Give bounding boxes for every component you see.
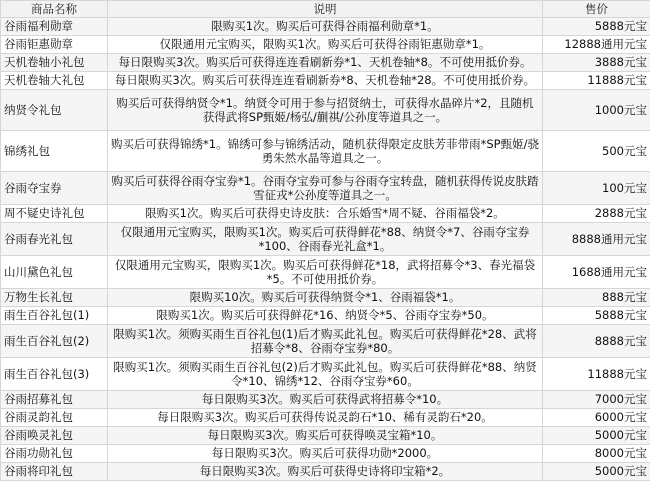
product-description: 每日限购买3次。购买后可获得史诗将印宝箱*2。 — [108, 463, 543, 481]
table-row — [1, 131, 650, 172]
product-price: 8888通用元宝 — [543, 223, 650, 256]
product-name: 谷雨功勋礼包 — [1, 445, 108, 463]
table-row — [1, 307, 650, 325]
product-name: 谷雨钜惠勋章 — [1, 36, 108, 54]
product-price: 11888元宝 — [543, 358, 650, 391]
product-name: 谷雨灵韵礼包 — [1, 409, 108, 427]
table-row — [1, 289, 650, 307]
product-description: 每日限购买3次。购买后可获得武将招募令*10。 — [108, 391, 543, 409]
product-description: 仅限通用元宝购买，限购买1次。购买后可获得鲜花*18，武将招募令*3、春光福袋*5。不可使用抵价券。 — [108, 256, 543, 289]
product-price: 5000元宝 — [543, 463, 650, 481]
product-name: 雨生百谷礼包(3) — [1, 358, 108, 391]
product-description: 购买后可获得纳贤令*1。纳贤令可用于参与招贤纳士，可获得水晶碎片*2，且随机获得武将SP甄姬/杨弘/蒯祺/公孙度等道具之一。 — [108, 90, 543, 131]
table-row — [1, 256, 650, 289]
table-row — [1, 172, 650, 205]
product-price: 11888元宝 — [543, 72, 650, 90]
product-name: 天机卷轴小礼包 — [1, 54, 108, 72]
product-name: 谷雨春光礼包 — [1, 223, 108, 256]
product-price: 888元宝 — [543, 289, 650, 307]
table-row — [1, 463, 650, 481]
table-row — [1, 54, 650, 72]
table-row — [1, 325, 650, 358]
header-product-name: 商品名称 — [1, 1, 108, 18]
product-description: 限购买1次。购买后可获得史诗皮肤：合乐婚雪*周不疑、谷雨福袋*2。 — [108, 205, 543, 223]
product-price: 100元宝 — [543, 172, 650, 205]
product-price: 6000元宝 — [543, 409, 650, 427]
product-name: 雨生百谷礼包(1) — [1, 307, 108, 325]
table-row — [1, 205, 650, 223]
table-row — [1, 223, 650, 256]
table-row — [1, 358, 650, 391]
table-row — [1, 18, 650, 36]
product-name: 谷雨唤灵礼包 — [1, 427, 108, 445]
product-price: 5888元宝 — [543, 307, 650, 325]
product-name: 谷雨夺宝券 — [1, 172, 108, 205]
product-description: 每日限购买3次。购买后可获得连连看刷新券*1、天机卷轴*8。不可使用抵价券。 — [108, 54, 543, 72]
product-name: 天机卷轴大礼包 — [1, 72, 108, 90]
product-name: 周不疑史诗礼包 — [1, 205, 108, 223]
product-description: 限购买10次。购买后可获得纳贤令*1、谷雨福袋*1。 — [108, 289, 543, 307]
product-name: 山川黛色礼包 — [1, 256, 108, 289]
product-price: 12888通用元宝 — [543, 36, 650, 54]
product-description: 购买后可获得谷雨夺宝券*1。谷雨夺宝券可参与谷雨夺宝转盘，随机获得传说皮肤踏雪征戎*公孙度等道具之一。 — [108, 172, 543, 205]
product-name: 谷雨将印礼包 — [1, 463, 108, 481]
product-description: 每日限购买3次。购买后可获得连连看刷新券*8、天机卷轴*28。不可使用抵价券。 — [108, 72, 543, 90]
product-description: 每日限购买3次。购买后可获得传说灵韵石*10、稀有灵韵石*20。 — [108, 409, 543, 427]
product-name: 万物生长礼包 — [1, 289, 108, 307]
product-description: 限购买1次。须购买雨生百谷礼包(2)后才购买此礼包。购买后可获得鲜花*88、纳贤令*10、锦绣*12、谷雨夺宝券*60。 — [108, 358, 543, 391]
product-price: 5000元宝 — [543, 427, 650, 445]
product-name: 雨生百谷礼包(2) — [1, 325, 108, 358]
product-price: 2888元宝 — [543, 205, 650, 223]
product-price: 1000元宝 — [543, 90, 650, 131]
header-description: 说明 — [108, 1, 543, 18]
table-row — [1, 36, 650, 54]
product-price: 8000元宝 — [543, 445, 650, 463]
product-price: 500元宝 — [543, 131, 650, 172]
product-price: 7000元宝 — [543, 391, 650, 409]
product-name: 纳贤令礼包 — [1, 90, 108, 131]
product-description: 限购买1次。购买后可获得鲜花*16、纳贤令*5、谷雨夺宝券*50。 — [108, 307, 543, 325]
table-row — [1, 409, 650, 427]
product-description: 限购买1次。购买后可获得谷雨福利勋章*1。 — [108, 18, 543, 36]
product-description: 每日限购买3次。购买后可获得唤灵宝箱*10。 — [108, 427, 543, 445]
header-price: 售价 — [543, 1, 650, 18]
product-price: 1688通用元宝 — [543, 256, 650, 289]
product-name: 谷雨福利勋章 — [1, 18, 108, 36]
product-description: 每日限购买3次。购买后可获得功勋*2000。 — [108, 445, 543, 463]
product-name: 锦绣礼包 — [1, 131, 108, 172]
table-header-row — [1, 1, 650, 18]
product-description: 仅限通用元宝购买，限购买1次。购买后可获得鲜花*88、纳贤令*7、谷雨夺宝券*100、谷雨春光礼盒*1。 — [108, 223, 543, 256]
table-row — [1, 72, 650, 90]
product-name: 谷雨招募礼包 — [1, 391, 108, 409]
table-row — [1, 391, 650, 409]
table-row — [1, 427, 650, 445]
table-row — [1, 90, 650, 131]
product-description: 限购买1次。须购买雨生百谷礼包(1)后才购买此礼包。购买后可获得鲜花*28、武将招募令*8、谷雨夺宝券*80。 — [108, 325, 543, 358]
product-price: 8888元宝 — [543, 325, 650, 358]
table-row — [1, 445, 650, 463]
product-description: 仅限通用元宝购买，限购买1次。购买后可获得谷雨钜惠勋章*1。 — [108, 36, 543, 54]
product-price: 3888元宝 — [543, 54, 650, 72]
product-description: 购买后可获得锦绣*1。锦绣可参与锦绣活动，随机获得限定皮肤芳菲带雨*SP甄姬/骁勇朱然水晶等道具之一。 — [108, 131, 543, 172]
product-price: 5888元宝 — [543, 18, 650, 36]
